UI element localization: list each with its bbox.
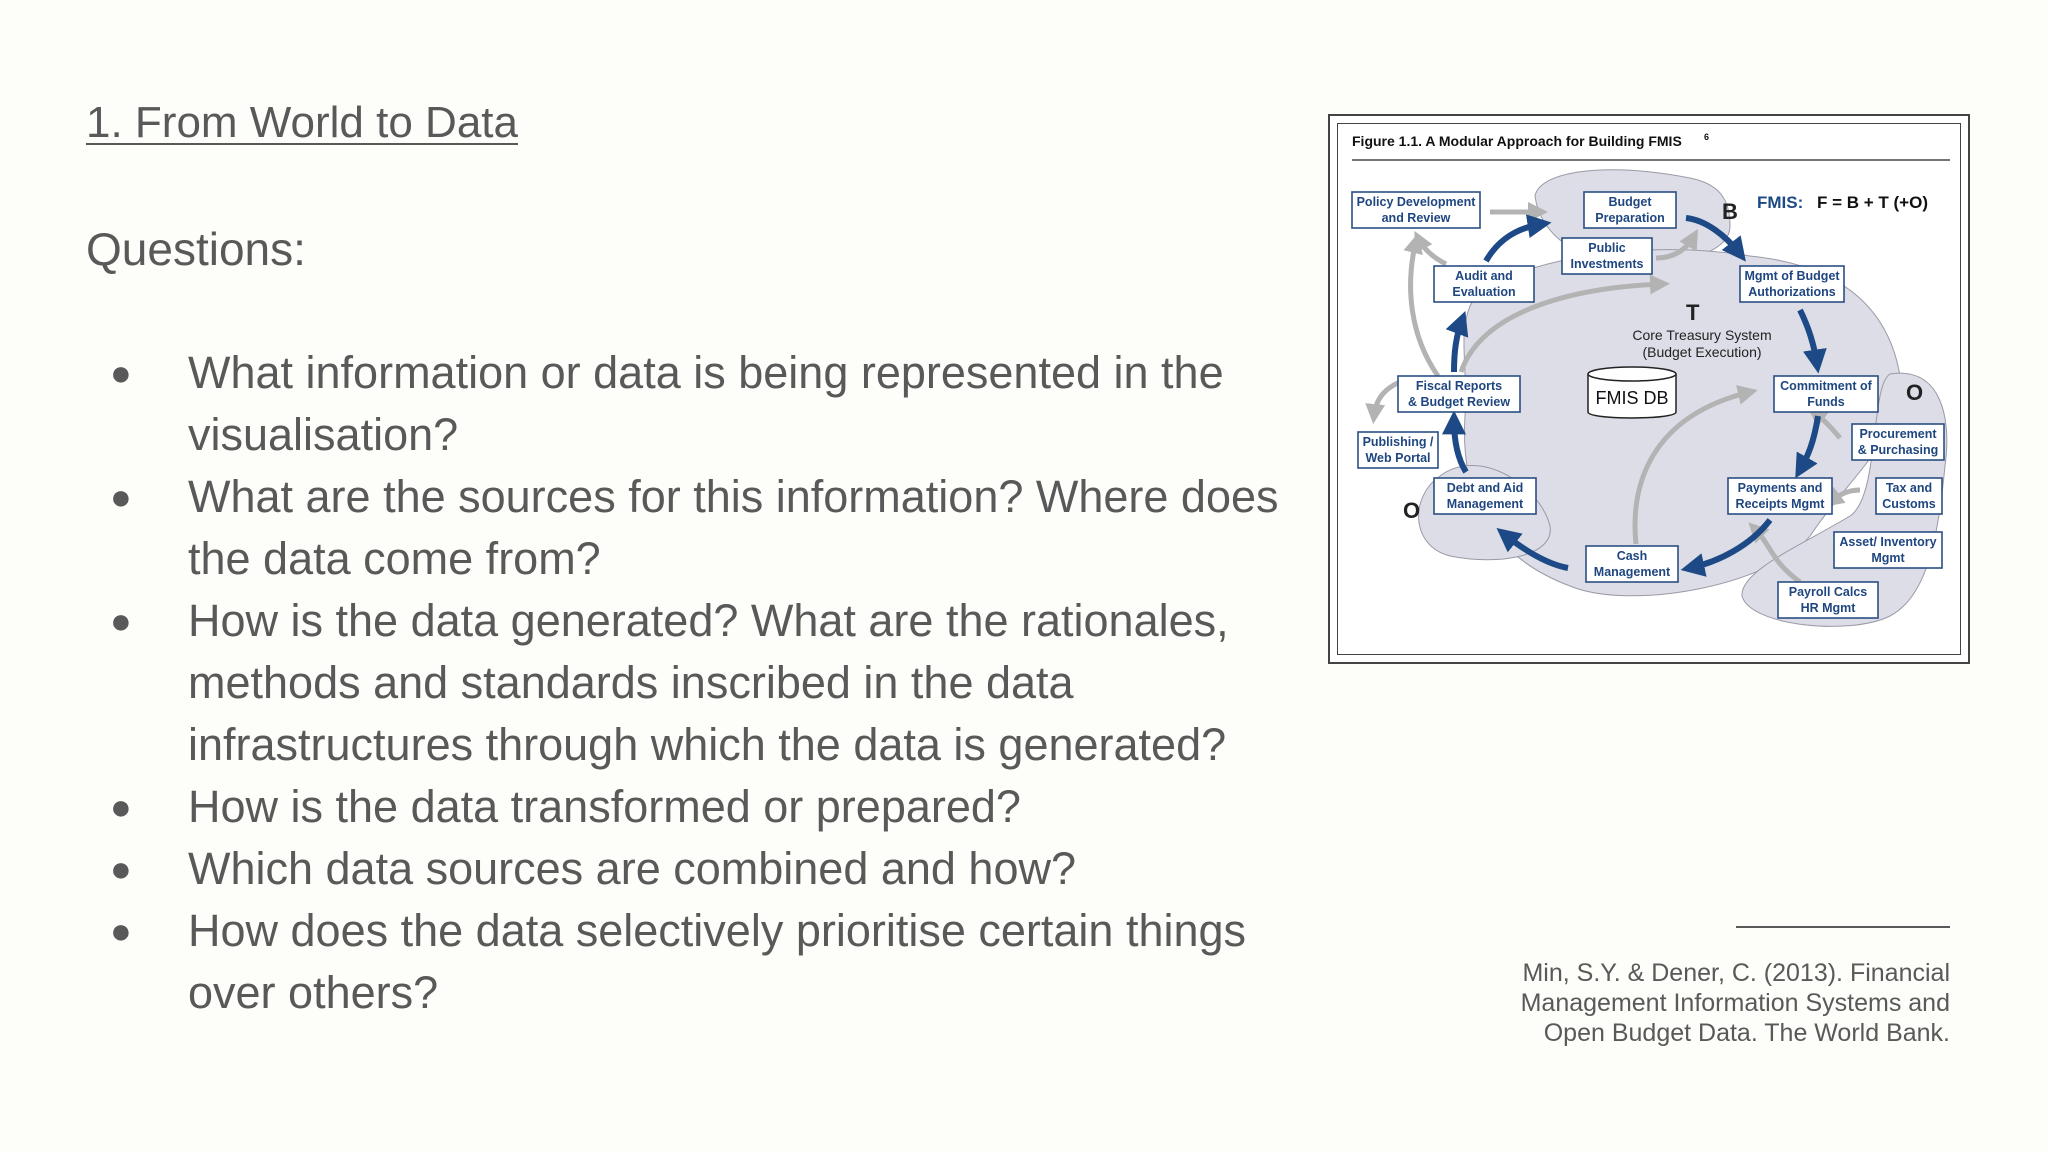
question-text: How is the data transformed or prepared? xyxy=(188,781,1021,832)
module-policy xyxy=(1352,192,1480,228)
module-debt xyxy=(1434,478,1536,514)
svg-text:Mgmt of Budget: Mgmt of Budget xyxy=(1744,269,1840,283)
bullet-icon: ● xyxy=(110,352,132,393)
module-mgmt-budget xyxy=(1740,266,1844,302)
module-fiscal-reports xyxy=(1398,376,1520,412)
svg-text:Mgmt: Mgmt xyxy=(1871,551,1905,565)
svg-text:Audit and: Audit and xyxy=(1455,269,1513,283)
module-publishing xyxy=(1358,432,1438,468)
list-item xyxy=(110,900,1290,1024)
citation-line: Management Information Systems and xyxy=(1520,989,1950,1017)
module-tax xyxy=(1876,478,1942,514)
svg-text:Public: Public xyxy=(1588,241,1626,255)
svg-text:Policy Development: Policy Development xyxy=(1356,195,1476,209)
citation-line: Min, S.Y. & Dener, C. (2013). Financial xyxy=(1522,959,1950,987)
question-text: What information or data is being represented in the visualisation? xyxy=(188,347,1224,460)
svg-text:Management: Management xyxy=(1446,497,1524,511)
svg-text:Cash: Cash xyxy=(1616,549,1648,563)
svg-text:Procurement: Procurement xyxy=(1859,427,1937,441)
svg-text:HR Mgmt: HR Mgmt xyxy=(1800,601,1856,615)
svg-text:Preparation: Preparation xyxy=(1595,211,1665,225)
list-item xyxy=(110,342,1290,466)
svg-text:Management: Management xyxy=(1593,565,1671,579)
svg-text:Asset/ Inventory: Asset/ Inventory xyxy=(1839,535,1937,549)
bullet-icon: ● xyxy=(110,476,132,517)
list-item xyxy=(110,590,1290,776)
questions-heading: Questions: xyxy=(86,223,306,275)
core-label-1: Core Treasury System xyxy=(1632,327,1772,343)
letter-o-right: O xyxy=(1906,380,1924,405)
formula-label: FMIS: xyxy=(1757,193,1804,212)
svg-text:and Review: and Review xyxy=(1381,211,1451,225)
citation-divider xyxy=(1736,926,1950,928)
svg-text:Evaluation: Evaluation xyxy=(1452,285,1516,299)
list-item xyxy=(110,466,1290,590)
module-audit xyxy=(1434,266,1534,302)
bullet-icon: ● xyxy=(110,786,132,827)
module-payroll xyxy=(1778,582,1878,618)
letter-o-left: O xyxy=(1403,498,1421,523)
svg-text:Authorizations: Authorizations xyxy=(1748,285,1836,299)
caption-superscript: 6 xyxy=(1704,132,1710,142)
bullet-icon: ● xyxy=(110,600,132,641)
svg-text:Funds: Funds xyxy=(1807,395,1845,409)
db-label: FMIS DB xyxy=(1595,388,1669,408)
module-asset xyxy=(1834,532,1942,568)
database-icon xyxy=(1588,367,1676,418)
svg-text:Web Portal: Web Portal xyxy=(1365,451,1431,465)
question-text: What are the sources for this information? Where does the data come from? xyxy=(188,471,1279,584)
svg-text:Investments: Investments xyxy=(1570,257,1644,271)
module-budget-preparation xyxy=(1584,192,1676,228)
question-text: How is the data generated? What are the rationales, methods and standards inscribed in the data infrastructures through which the data is generated? xyxy=(188,595,1229,770)
module-commitment xyxy=(1774,376,1878,412)
figure-caption: Figure 1.1. A Modular Approach for Building FMIS xyxy=(1352,133,1682,149)
slide-title: 1. From World to Data xyxy=(86,98,518,147)
svg-text:Fiscal Reports: Fiscal Reports xyxy=(1415,379,1503,393)
svg-text:Receipts Mgmt: Receipts Mgmt xyxy=(1735,497,1825,511)
citation xyxy=(1430,958,1950,1048)
list-item xyxy=(110,776,1290,838)
module-public-investments xyxy=(1562,238,1652,274)
list-item xyxy=(110,838,1290,900)
svg-text:& Purchasing: & Purchasing xyxy=(1857,443,1939,457)
svg-text:Debt and Aid: Debt and Aid xyxy=(1446,481,1524,495)
fmis-diagram xyxy=(1330,116,1972,666)
svg-text:Publishing /: Publishing / xyxy=(1362,435,1434,449)
bullet-icon: ● xyxy=(110,848,132,889)
svg-text:Payments and: Payments and xyxy=(1737,481,1823,495)
questions-list xyxy=(110,342,1290,1024)
svg-text:Commitment of: Commitment of xyxy=(1780,379,1872,393)
letter-b: B xyxy=(1722,199,1738,224)
module-procurement xyxy=(1852,424,1944,460)
svg-text:Tax and: Tax and xyxy=(1885,481,1933,495)
module-cash xyxy=(1586,546,1678,582)
citation-line: Open Budget Data. The World Bank. xyxy=(1543,1019,1950,1047)
svg-text:Payroll Calcs: Payroll Calcs xyxy=(1788,585,1868,599)
bullet-icon: ● xyxy=(110,910,132,951)
svg-text:& Budget Review: & Budget Review xyxy=(1407,395,1511,409)
core-label-2: (Budget Execution) xyxy=(1642,344,1762,360)
question-text: Which data sources are combined and how? xyxy=(188,843,1077,894)
question-text: How does the data selectively prioritise certain things over others? xyxy=(188,905,1247,1018)
module-payments xyxy=(1728,478,1832,514)
formula: F = B + T (+O) xyxy=(1817,193,1928,212)
letter-t: T xyxy=(1686,300,1700,325)
svg-text:Customs: Customs xyxy=(1882,497,1936,511)
fmis-figure xyxy=(1328,114,1970,664)
svg-text:Budget: Budget xyxy=(1608,195,1652,209)
